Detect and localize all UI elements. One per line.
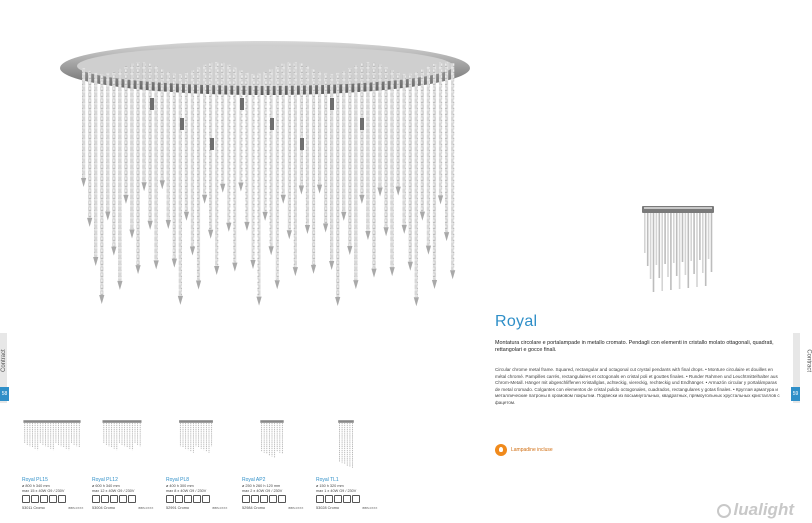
variant-thumbnail bbox=[92, 415, 152, 467]
product-title: Royal bbox=[495, 313, 538, 330]
variant-spec: max 1 x 40W G9 / 230V bbox=[316, 489, 357, 493]
ip-rating-icon bbox=[184, 495, 192, 503]
bulb-type-icon bbox=[242, 495, 250, 503]
variant-thumbnail bbox=[316, 415, 376, 467]
recycle-icon bbox=[128, 495, 136, 503]
class-icon bbox=[325, 495, 333, 503]
variant-certification-icons bbox=[242, 495, 304, 503]
variant-barcode-ref: IBBS.0XXX bbox=[362, 506, 378, 510]
variant-spec: max 8 x 40W G9 / 230V bbox=[166, 489, 207, 493]
variant-certification-icons bbox=[316, 495, 378, 503]
watermark-text: lualight bbox=[733, 500, 794, 519]
ip-rating-icon bbox=[110, 495, 118, 503]
bulb-type-icon bbox=[166, 495, 174, 503]
variant-spec: max 2 x 40W G9 / 230V bbox=[242, 489, 283, 493]
variant-certification-icons bbox=[166, 495, 228, 503]
variant-dimensions: ø 250 h 260 h 120 mm bbox=[242, 484, 281, 488]
variant-thumbnail bbox=[166, 415, 226, 467]
class-icon bbox=[101, 495, 109, 503]
variant-thumbnail bbox=[22, 415, 82, 467]
ce-mark-icon bbox=[343, 495, 351, 503]
bulb-type-icon bbox=[22, 495, 30, 503]
variant-code: 52984 Cromo bbox=[242, 506, 266, 510]
variant-spec: max 15 x 40W G9 / 230V bbox=[22, 489, 65, 493]
right-page-number: 59 bbox=[791, 387, 800, 401]
variant-dimensions: ø 800 h 340 mm bbox=[22, 484, 50, 488]
variant-dimensions: ø 150 h 320 mm bbox=[316, 484, 344, 488]
class-icon bbox=[175, 495, 183, 503]
variant-code: 53028 Cromo bbox=[316, 506, 340, 510]
ip-rating-icon bbox=[40, 495, 48, 503]
class-icon bbox=[251, 495, 259, 503]
variant-code: 53011 Cromo bbox=[22, 506, 45, 510]
variant-name: Royal PL8 bbox=[166, 477, 190, 483]
variant-name: Royal PL15 bbox=[22, 477, 48, 483]
bulb-icon bbox=[495, 444, 507, 456]
variant-thumbnail bbox=[242, 415, 302, 467]
class-icon bbox=[31, 495, 39, 503]
variant-certification-icons bbox=[22, 495, 84, 503]
product-description-multilingual: Circular chrome metal frame. Squared, rectangular and octagonal cut crystal pendants with final drops. • Monture circulaire et douilles en métal chromé. Pampilles carrés, rectangulaires et octogonals en cristal poli et gouttes finales. • Runder Rahmen und Leuchtmittelhalter aus Chrom-Metall. Hänger mit abgeschliffenen Kristallglas, achteckig, viereckig, rechteckig und Endhänger. • Armazón circular y portalámparas de metal cromado. Colgantes con elementos de cristal pulido octogonales, cuadrados, rectangulares y gotas finales. • Круглая арматура и металлические патроны в хромовом покрытии. Подвески из восьмиугольных, квадратных, прямоугольных хрустальных кристаллов с фацетом. bbox=[495, 367, 780, 405]
variant-spec: max 12 x 40W G9 / 230V bbox=[92, 489, 135, 493]
right-section-label: Contract bbox=[806, 349, 812, 372]
ce-mark-icon bbox=[269, 495, 277, 503]
variant-name: Royal PL12 bbox=[92, 477, 118, 483]
variant-name: Royal AP2 bbox=[242, 477, 266, 483]
left-section-label: Contract bbox=[1, 349, 7, 372]
watermark bbox=[717, 500, 794, 520]
variant-barcode-ref: IBBS.0XXX bbox=[288, 506, 304, 510]
wall-light-image bbox=[632, 198, 724, 300]
recycle-icon bbox=[352, 495, 360, 503]
ip-rating-icon bbox=[260, 495, 268, 503]
variant-barcode-ref: IBBS.0XXX bbox=[212, 506, 228, 510]
bulb-type-icon bbox=[316, 495, 324, 503]
variant-barcode-ref: IBBS.0XXX bbox=[138, 506, 154, 510]
variant-name: Royal TL1 bbox=[316, 477, 339, 483]
ce-mark-icon bbox=[49, 495, 57, 503]
variant-code: 53004 Cromo bbox=[92, 506, 116, 510]
variant-certification-icons bbox=[92, 495, 154, 503]
ce-mark-icon bbox=[193, 495, 201, 503]
bulb-type-icon bbox=[92, 495, 100, 503]
chandelier-main-image bbox=[60, 38, 470, 303]
watermark-logo-icon bbox=[717, 504, 731, 518]
bulbs-included-label: Lampadine incluse bbox=[511, 447, 553, 453]
recycle-icon bbox=[278, 495, 286, 503]
recycle-icon bbox=[202, 495, 210, 503]
left-page-number: 58 bbox=[0, 387, 9, 401]
variant-code: 52991 Cromo bbox=[166, 506, 190, 510]
recycle-icon bbox=[58, 495, 66, 503]
variant-dimensions: ø 400 h 300 mm bbox=[166, 484, 194, 488]
variant-dimensions: ø 600 h 340 mm bbox=[92, 484, 120, 488]
product-description-italian: Montatura circolare e portalampade in metallo cromato. Pendagli con elementi in cristallo molato ottagonali, quadrati, rettangolari e gocce finali. bbox=[495, 340, 774, 354]
variant-barcode-ref: IBBS.0XXX bbox=[68, 506, 84, 510]
ce-mark-icon bbox=[119, 495, 127, 503]
ip-rating-icon bbox=[334, 495, 342, 503]
